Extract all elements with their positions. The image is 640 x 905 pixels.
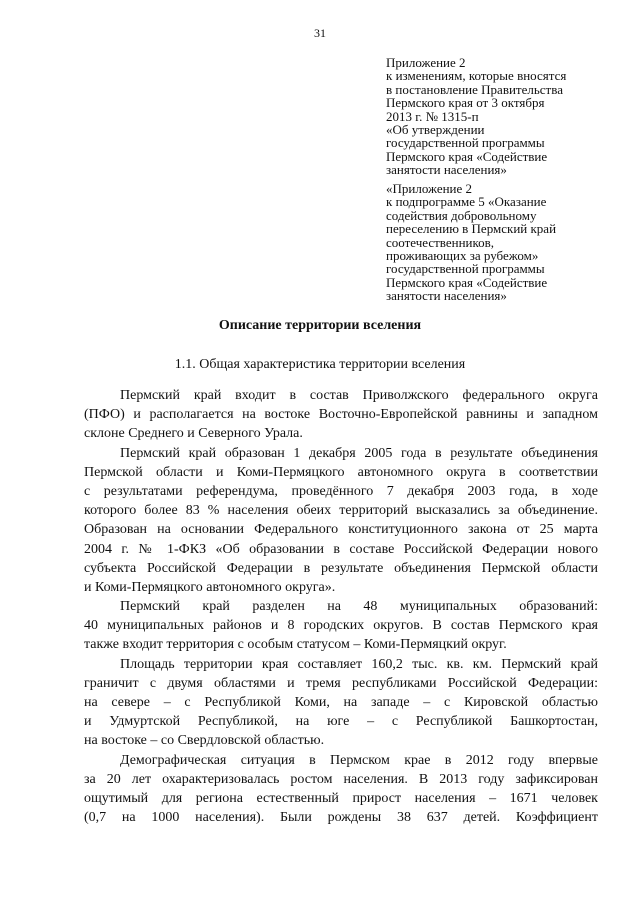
appendix-line: Пермского края «Содействие: [386, 148, 548, 164]
appendix-line: переселению в Пермский край: [386, 221, 557, 237]
body-text: [84, 386, 598, 827]
text-line: на севере – с Республикой Коми, на западе – с Кировской областью: [84, 695, 598, 710]
appendix-line: к изменениям, которые вносятся: [386, 68, 567, 84]
appendix-line: к подпрограмме 5 «Оказание: [386, 194, 547, 210]
text-line: на востоке – со Свердловской областью.: [84, 733, 325, 749]
page-number: 31: [314, 26, 326, 40]
text-line: Пермский край разделен на 48 муниципальных образований:: [120, 599, 598, 615]
appendix-line: занятости населения»: [386, 162, 507, 178]
text-line: которого более 83 % населения обеих территорий высказались за объединение.: [84, 503, 598, 519]
text-line: с результатами референдума, проведённого 7 декабря 2003 года, в ходе: [84, 483, 598, 499]
text-line: 2004 г. № 1-ФКЗ «Об образовании в составе Российской Федерации нового: [84, 541, 598, 557]
appendix-line: Пермского края от 3 октября: [386, 95, 545, 111]
appendix-line: «Об утверждении: [386, 122, 485, 138]
text-line: Пермский край входит в состав Приволжского федерального округа: [120, 388, 598, 403]
paragraph-formation: [84, 444, 598, 598]
text-line: ощутимый для региона естественный прирост населения – 1671 человек: [84, 790, 598, 806]
text-line: за 20 лет охарактеризовалась ростом населения. В 2013 году зафиксирован: [84, 771, 598, 787]
text-line: (ПФО) и располагается на востоке Восточно-Европейской равнины и западном: [84, 407, 598, 423]
appendix-line: проживающих за рубежом»: [386, 248, 539, 264]
appendix-line: соотечественников,: [386, 234, 495, 250]
subsection-title: 1.1. Общая характеристика территории вселения: [174, 357, 466, 372]
paragraph-location: [84, 386, 598, 444]
text-line: и Удмуртской Республикой, на юге – с Республикой Башкортостан,: [84, 714, 598, 730]
section-title: Описание территории вселения: [218, 318, 422, 333]
text-line: Площадь территории края составляет 160,2 тыс. кв. км. Пермский край: [120, 656, 598, 672]
text-line: граничит с двумя областями и тремя республиками Российской Федерации:: [84, 675, 598, 691]
appendix-line: в постановление Правительства: [386, 81, 563, 97]
text-line: Демографическая ситуация в Пермском крае в 2012 году впервые: [120, 752, 598, 768]
paragraph-demography: [84, 751, 598, 828]
text-line: 40 муниципальных районов и 8 городских округов. В состав Пермского края: [84, 618, 598, 634]
appendix-line: занятости населения»: [386, 288, 507, 304]
appendix-note-main: [386, 56, 618, 177]
paragraph-area-borders: [84, 655, 598, 751]
appendix-note-subprogram: [386, 182, 618, 303]
text-line: Пермский край образован 1 декабря 2005 года в результате объединения: [120, 445, 598, 461]
text-line: Образован на основании Федерального конституционного закона от 25 марта: [84, 522, 598, 538]
appendix-line: «Приложение 2: [386, 181, 473, 196]
text-line: (0,7 на 1000 населения). Были рождены 38 637 детей. Коэффициент: [84, 810, 598, 826]
text-line: также входит территория с особым статусом – Коми-Пермяцкий округ.: [84, 637, 507, 653]
text-line: склоне Среднего и Северного Урала.: [84, 426, 303, 442]
appendix-line: Пермского края «Содействие: [386, 274, 548, 290]
appendix-line: 2013 г. № 1315-п: [386, 108, 479, 124]
appendix-line: содействия добровольному: [386, 207, 537, 223]
text-line: и Коми-Пермяцкого автономного округа».: [84, 579, 336, 595]
text-line: Пермской области и Коми-Пермяцкого автономного округа в соответствии: [84, 464, 598, 480]
text-line: субъекта Российской Федерации в результате объединения Пермской области: [84, 560, 598, 576]
appendix-line: государственной программы: [386, 135, 545, 151]
appendix-line: Приложение 2: [386, 55, 466, 70]
appendix-line: государственной программы: [386, 261, 545, 277]
paragraph-municipalities: [84, 597, 598, 655]
